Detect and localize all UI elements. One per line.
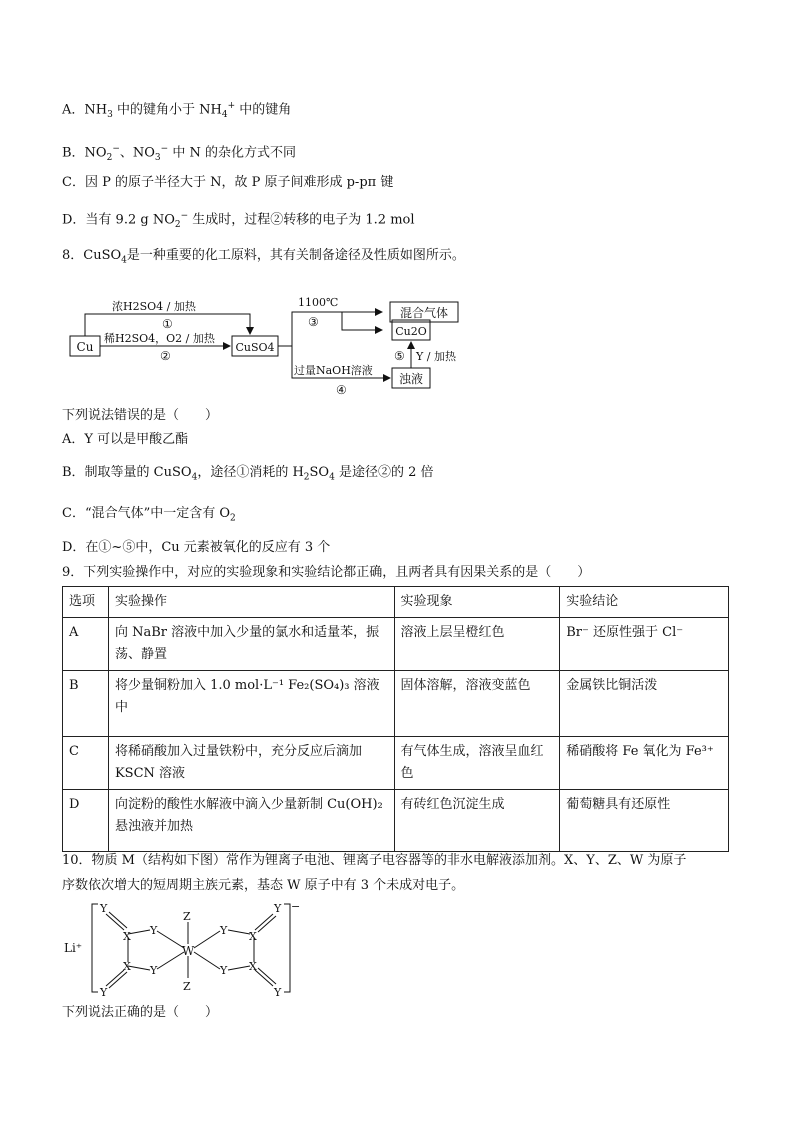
q8-option-d: D．在①~⑤中，Cu 元素被氧化的反应有 3 个 xyxy=(62,540,331,555)
header-option: 选项 xyxy=(63,587,109,618)
right-bracket xyxy=(284,904,290,992)
q8-option-b: B．制取等量的 CuSO$_4$，途径①消耗的 $H_2SO_4$ 是途径②的 2 倍 xyxy=(62,465,434,483)
atom-x: X xyxy=(123,930,131,943)
atom-y: Y xyxy=(274,986,282,999)
atom-x: X xyxy=(249,960,257,973)
atom-w: W xyxy=(182,944,195,958)
charge: − xyxy=(291,900,301,913)
q9-table xyxy=(62,586,729,852)
table-row: D 向淀粉的酸性水解液中滴入少量新制 Cu(OH)₂ 悬浊液并加热 有砖红色沉淀生成 葡萄糖具有还原性 xyxy=(63,790,729,852)
q7-option-d: D．当有 9.2 g $NO_2^-$ 生成时，过程②转移的电子为 1.2 mol xyxy=(62,211,415,230)
table-row: A 向 NaBr 溶液中加入少量的氯水和适量苯，振荡、静置 溶液上层呈橙红色 Br⁻ 还原性强于 Cl⁻ xyxy=(63,618,729,671)
cu2o-label: Cu2O xyxy=(395,325,427,338)
q10-stem-line2: 序数依次增大的短周期主族元素，基态 W 原子中有 3 个未成对电子。 xyxy=(62,878,465,893)
route-1-number: ① xyxy=(162,317,173,331)
left-bracket xyxy=(92,904,98,992)
route-4-number: ④ xyxy=(336,383,347,397)
atom-y: Y xyxy=(220,924,228,937)
atom-z: Z xyxy=(183,980,191,993)
header-operation: 实验操作 xyxy=(108,587,394,618)
route-3-arrow-gas xyxy=(278,312,382,346)
mixed-gas-label: 混合气体 xyxy=(399,306,449,320)
table-header-row xyxy=(63,587,729,618)
route-1-reagent: 浓H2SO4 / 加热 xyxy=(112,300,196,313)
table-row: C 将稀硝酸加入过量铁粉中，充分反应后滴加 KSCN 溶液 有气体生成，溶液呈血红色 稀硝酸将 Fe 氧化为 Fe³⁺ xyxy=(63,737,729,790)
q9-stem: 9．下列实验操作中，对应的实验现象和实验结论都正确，且两者具有因果关系的是（ ） xyxy=(62,565,591,580)
route-3-number: ③ xyxy=(308,315,319,329)
turbid-label: 浊液 xyxy=(398,372,424,386)
q8-option-c: C．“混合气体”中一定含有 $O_2$ xyxy=(62,506,236,524)
header-phenomenon: 实验现象 xyxy=(394,587,560,618)
atom-y: Y xyxy=(274,902,282,915)
atom-y: Y xyxy=(150,964,158,977)
table-row: B 将少量铜粉加入 1.0 mol·L⁻¹ Fe₂(SO₄)₃ 溶液中 固体溶解，溶液变蓝色 金属铁比铜活泼 xyxy=(63,671,729,737)
atom-z: Z xyxy=(183,910,191,923)
q10-ask: 下列说法正确的是（ ） xyxy=(62,1005,219,1020)
q8-flow-diagram xyxy=(66,282,486,402)
atom-y: Y xyxy=(220,964,228,977)
route-5-number: ⑤ xyxy=(394,349,405,363)
route-4-reagent: 过量NaOH溶液 xyxy=(294,364,373,377)
q8-stem: 8．CuSO$_4$是一种重要的化工原料，其有关制备途径及性质如图所示。 xyxy=(62,248,465,266)
atom-y: Y xyxy=(100,986,108,999)
atom-y: Y xyxy=(150,924,158,937)
q10-stem-line1: 10．物质 M（结构如下图）常作为锂离子电池、锂离子电容器等的非水电解液添加剂。X、Y、Z、W 为原子 xyxy=(62,853,687,868)
q8-ask: 下列说法错误的是（ ） xyxy=(62,408,219,423)
header-conclusion: 实验结论 xyxy=(560,587,729,618)
q10-structure-diagram xyxy=(62,900,302,1000)
q7-option-c: C．因 P 的原子半径大于 N，故 P 原子间难形成 p-pπ 键 xyxy=(62,175,394,190)
route-2-number: ② xyxy=(160,349,171,363)
q8-option-a: A．Y 可以是甲酸乙酯 xyxy=(62,432,189,447)
cuso4-label: CuSO4 xyxy=(235,341,275,354)
route-2-reagent: 稀H2SO4，O2 / 加热 xyxy=(104,332,215,345)
cu-label: Cu xyxy=(76,340,94,354)
q7-option-a: A．$NH_3$ 中的键角小于 $NH_4^+$ 中的键角 xyxy=(62,101,292,120)
atom-y: Y xyxy=(100,902,108,915)
route-3-arrow-cu2o xyxy=(342,312,382,330)
q7-option-b: B．$NO_2^-$、$NO_3^-$ 中 N 的杂化方式不同 xyxy=(62,144,296,163)
route-5-reagent: Y / 加热 xyxy=(416,350,456,363)
lithium-ion: Li⁺ xyxy=(64,941,83,955)
atom-x: X xyxy=(249,930,257,943)
route-3-temp: 1100℃ xyxy=(298,296,339,309)
atom-x: X xyxy=(123,960,131,973)
